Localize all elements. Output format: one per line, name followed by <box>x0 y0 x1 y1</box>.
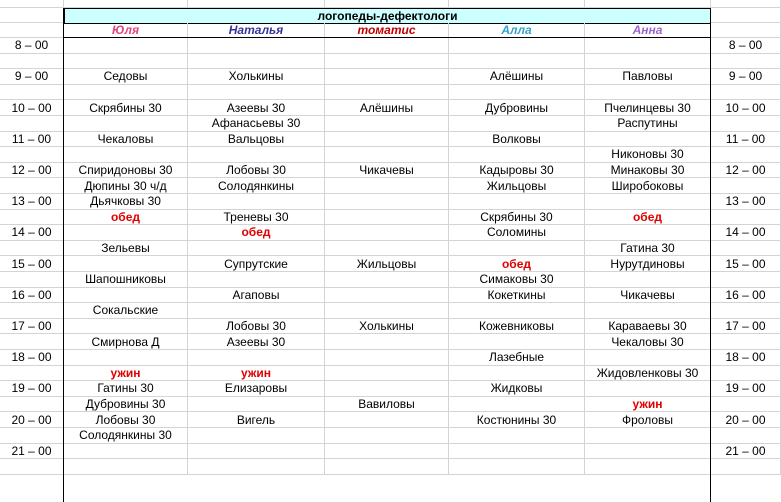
schedule-cell[interactable]: Чекаловы <box>64 132 188 148</box>
schedule-cell[interactable]: Смирнова Д <box>64 334 188 350</box>
time-cell-right[interactable] <box>711 210 781 226</box>
header-divider <box>64 37 711 38</box>
time-cell[interactable] <box>0 459 64 475</box>
schedule-cell[interactable] <box>64 444 188 460</box>
schedule-cell[interactable]: Широбоковы <box>585 178 711 194</box>
table-border <box>63 8 64 502</box>
schedule-cell[interactable]: Треневы 30 <box>188 210 325 226</box>
schedule-cell[interactable]: Кадыровы 30 <box>449 163 585 179</box>
schedule-cell[interactable] <box>325 210 449 226</box>
time-cell-right[interactable] <box>711 397 781 413</box>
cell[interactable] <box>449 0 585 8</box>
schedule-cell[interactable] <box>449 241 585 257</box>
cell[interactable] <box>0 8 64 23</box>
schedule-cell[interactable] <box>64 459 188 475</box>
schedule-cell[interactable] <box>449 397 585 413</box>
schedule-cell[interactable] <box>64 54 188 70</box>
time-cell[interactable] <box>0 366 64 382</box>
schedule-cell[interactable] <box>449 85 585 101</box>
cell[interactable] <box>0 0 64 8</box>
schedule-cell[interactable] <box>64 116 188 132</box>
schedule-cell[interactable] <box>64 38 188 54</box>
schedule-cell[interactable]: Кокеткины <box>449 288 585 304</box>
schedule-cell[interactable]: Жидовленковы 30 <box>585 366 711 382</box>
schedule-cell[interactable] <box>325 428 449 444</box>
time-cell-right[interactable] <box>711 334 781 350</box>
column-header-2[interactable]: Наталья <box>188 23 325 38</box>
schedule-cell[interactable] <box>64 319 188 335</box>
time-cell[interactable] <box>0 147 64 163</box>
schedule-cell[interactable]: Лобовы 30 <box>64 412 188 428</box>
schedule-cell[interactable] <box>64 288 188 304</box>
time-cell[interactable]: 12 – 00 <box>0 163 64 179</box>
schedule-cell[interactable] <box>449 54 585 70</box>
schedule-cell[interactable]: Гатина 30 <box>585 241 711 257</box>
schedule-cell[interactable] <box>188 428 325 444</box>
time-cell-right[interactable]: 11 – 00 <box>711 132 781 148</box>
schedule-cell[interactable]: Елизаровы <box>188 381 325 397</box>
time-cell-right[interactable]: 10 – 00 <box>711 100 781 116</box>
schedule-cell[interactable] <box>325 350 449 366</box>
schedule-cell[interactable] <box>449 444 585 460</box>
time-cell-right[interactable] <box>711 116 781 132</box>
time-cell[interactable] <box>0 303 64 319</box>
schedule-cell[interactable] <box>325 381 449 397</box>
time-cell[interactable]: 9 – 00 <box>0 69 64 85</box>
schedule-cell[interactable] <box>325 241 449 257</box>
schedule-cell[interactable]: Лобовы 30 <box>188 319 325 335</box>
time-cell-right[interactable] <box>711 241 781 257</box>
schedule-cell[interactable]: Караваевы 30 <box>585 319 711 335</box>
schedule-cell[interactable]: Павловы <box>585 69 711 85</box>
schedule-cell[interactable]: Холькины <box>188 69 325 85</box>
schedule-cell[interactable] <box>585 225 711 241</box>
time-cell[interactable]: 15 – 00 <box>0 256 64 272</box>
schedule-cell[interactable] <box>585 272 711 288</box>
schedule-cell[interactable] <box>325 147 449 163</box>
schedule-cell[interactable]: Никоновы 30 <box>585 147 711 163</box>
schedule-cell[interactable] <box>585 194 711 210</box>
schedule-cell[interactable]: Жильцовы <box>325 256 449 272</box>
schedule-cell[interactable]: Седовы <box>64 69 188 85</box>
time-cell[interactable] <box>0 178 64 194</box>
schedule-cell[interactable] <box>325 85 449 101</box>
schedule-cell[interactable] <box>449 303 585 319</box>
schedule-cell[interactable] <box>449 194 585 210</box>
time-cell-right[interactable]: 12 – 00 <box>711 163 781 179</box>
cell[interactable] <box>711 0 781 8</box>
time-cell[interactable]: 17 – 00 <box>0 319 64 335</box>
cell[interactable] <box>711 8 781 23</box>
schedule-cell[interactable]: Агаповы <box>188 288 325 304</box>
time-cell-right[interactable]: 17 – 00 <box>711 319 781 335</box>
schedule-cell[interactable] <box>325 288 449 304</box>
schedule-cell[interactable]: Солодянкины <box>188 178 325 194</box>
time-cell[interactable]: 21 – 00 <box>0 444 64 460</box>
schedule-cell[interactable]: Лазебные <box>449 350 585 366</box>
schedule-cell[interactable] <box>188 272 325 288</box>
schedule-cell[interactable] <box>325 69 449 85</box>
schedule-cell[interactable]: Чикачевы <box>585 288 711 304</box>
schedule-cell[interactable] <box>325 444 449 460</box>
schedule-cell[interactable] <box>188 303 325 319</box>
schedule-cell[interactable] <box>188 194 325 210</box>
schedule-cell[interactable]: Лобовы 30 <box>188 163 325 179</box>
schedule-cell[interactable]: Жильцовы <box>449 178 585 194</box>
schedule-cell[interactable] <box>325 116 449 132</box>
time-cell[interactable]: 20 – 00 <box>0 412 64 428</box>
schedule-cell[interactable] <box>325 272 449 288</box>
schedule-cell[interactable] <box>449 116 585 132</box>
time-cell[interactable] <box>0 428 64 444</box>
schedule-cell[interactable] <box>188 241 325 257</box>
schedule-cell[interactable]: Костюнины 30 <box>449 412 585 428</box>
schedule-cell[interactable] <box>585 38 711 54</box>
time-cell[interactable]: 19 – 00 <box>0 381 64 397</box>
schedule-cell[interactable]: Солодянкины 30 <box>64 428 188 444</box>
time-cell-right[interactable]: 19 – 00 <box>711 381 781 397</box>
schedule-cell[interactable] <box>188 350 325 366</box>
time-cell-right[interactable] <box>711 428 781 444</box>
cell[interactable] <box>64 0 188 8</box>
schedule-cell[interactable] <box>325 334 449 350</box>
schedule-cell[interactable]: Симаковы 30 <box>449 272 585 288</box>
schedule-cell[interactable] <box>325 366 449 382</box>
schedule-cell[interactable]: ужин <box>64 366 188 382</box>
schedule-cell[interactable]: Дубровины 30 <box>64 397 188 413</box>
schedule-cell[interactable] <box>64 225 188 241</box>
schedule-cell[interactable] <box>188 38 325 54</box>
cell[interactable] <box>188 0 325 8</box>
schedule-cell[interactable]: Пчелинцевы 30 <box>585 100 711 116</box>
time-cell[interactable] <box>0 334 64 350</box>
schedule-cell[interactable]: Чекаловы 30 <box>585 334 711 350</box>
schedule-cell[interactable] <box>188 85 325 101</box>
cell[interactable] <box>585 0 711 8</box>
time-cell[interactable]: 14 – 00 <box>0 225 64 241</box>
time-cell-right[interactable] <box>711 147 781 163</box>
time-cell-right[interactable]: 20 – 00 <box>711 412 781 428</box>
schedule-cell[interactable]: Азеевы 30 <box>188 334 325 350</box>
schedule-cell[interactable] <box>585 350 711 366</box>
schedule-cell[interactable] <box>449 459 585 475</box>
schedule-cell[interactable] <box>449 334 585 350</box>
schedule-cell[interactable] <box>188 397 325 413</box>
schedule-cell[interactable] <box>325 225 449 241</box>
time-cell[interactable]: 11 – 00 <box>0 132 64 148</box>
schedule-cell[interactable] <box>325 132 449 148</box>
time-cell-right[interactable]: 21 – 00 <box>711 444 781 460</box>
time-cell[interactable] <box>0 241 64 257</box>
time-cell-right[interactable] <box>711 459 781 475</box>
schedule-cell[interactable] <box>325 412 449 428</box>
schedule-cell[interactable]: Дюпины 30 ч/д <box>64 178 188 194</box>
schedule-cell[interactable] <box>585 85 711 101</box>
schedule-cell[interactable] <box>64 256 188 272</box>
schedule-cell[interactable]: Чикачевы <box>325 163 449 179</box>
schedule-cell[interactable] <box>585 459 711 475</box>
schedule-cell[interactable] <box>325 194 449 210</box>
time-cell[interactable]: 10 – 00 <box>0 100 64 116</box>
schedule-cell[interactable]: Спиридоновы 30 <box>64 163 188 179</box>
schedule-cell[interactable] <box>188 444 325 460</box>
schedule-cell[interactable]: ужин <box>188 366 325 382</box>
schedule-cell[interactable]: Дьячковы 30 <box>64 194 188 210</box>
schedule-cell[interactable] <box>585 381 711 397</box>
time-cell-right[interactable]: 18 – 00 <box>711 350 781 366</box>
schedule-cell[interactable] <box>64 350 188 366</box>
schedule-cell[interactable]: ужин <box>585 397 711 413</box>
schedule-cell[interactable] <box>188 459 325 475</box>
cell[interactable] <box>711 23 781 38</box>
schedule-cell[interactable]: Фроловы <box>585 412 711 428</box>
schedule-cell[interactable]: обед <box>188 225 325 241</box>
schedule-cell[interactable]: Холькины <box>325 319 449 335</box>
time-cell[interactable] <box>0 397 64 413</box>
schedule-cell[interactable] <box>325 459 449 475</box>
schedule-cell[interactable] <box>585 132 711 148</box>
time-cell[interactable]: 13 – 00 <box>0 194 64 210</box>
schedule-cell[interactable]: Кожевниковы <box>449 319 585 335</box>
schedule-cell[interactable] <box>325 38 449 54</box>
schedule-cell[interactable] <box>585 303 711 319</box>
time-cell-right[interactable] <box>711 178 781 194</box>
schedule-cell[interactable] <box>64 147 188 163</box>
time-cell-right[interactable]: 15 – 00 <box>711 256 781 272</box>
time-cell[interactable] <box>0 116 64 132</box>
schedule-cell[interactable]: Вигель <box>188 412 325 428</box>
schedule-cell[interactable]: Зельевы <box>64 241 188 257</box>
schedule-cell[interactable]: Гатины 30 <box>64 381 188 397</box>
time-cell-right[interactable] <box>711 303 781 319</box>
time-cell-right[interactable]: 16 – 00 <box>711 288 781 304</box>
schedule-cell[interactable] <box>64 85 188 101</box>
table-title: логопеды-дефектологи <box>64 8 711 24</box>
schedule-cell[interactable]: Минаковы 30 <box>585 163 711 179</box>
time-cell[interactable]: 18 – 00 <box>0 350 64 366</box>
schedule-cell[interactable]: Сокальские <box>64 303 188 319</box>
schedule-cell[interactable]: Волковы <box>449 132 585 148</box>
schedule-cell[interactable] <box>585 428 711 444</box>
cell[interactable] <box>325 0 449 8</box>
time-cell-right[interactable]: 8 – 00 <box>711 38 781 54</box>
schedule-cell[interactable]: Соломины <box>449 225 585 241</box>
schedule-cell[interactable]: Вальцовы <box>188 132 325 148</box>
schedule-cell[interactable]: Алёшины <box>449 69 585 85</box>
time-cell[interactable] <box>0 272 64 288</box>
time-cell-right[interactable] <box>711 366 781 382</box>
schedule-cell[interactable] <box>449 38 585 54</box>
time-cell[interactable]: 16 – 00 <box>0 288 64 304</box>
column-header-5[interactable]: Анна <box>585 23 711 38</box>
time-cell-right[interactable] <box>711 85 781 101</box>
schedule-cell[interactable] <box>325 178 449 194</box>
schedule-cell[interactable]: Азеевы 30 <box>188 100 325 116</box>
schedule-cell[interactable] <box>449 428 585 444</box>
time-cell-right[interactable]: 13 – 00 <box>711 194 781 210</box>
time-cell[interactable] <box>0 210 64 226</box>
schedule-cell[interactable] <box>449 366 585 382</box>
column-header-3[interactable]: томатис <box>325 23 449 38</box>
time-cell-right[interactable]: 9 – 00 <box>711 69 781 85</box>
column-header-4[interactable]: Алла <box>449 23 585 38</box>
schedule-cell[interactable] <box>325 303 449 319</box>
time-cell-right[interactable] <box>711 272 781 288</box>
schedule-cell[interactable]: Скрябины 30 <box>64 100 188 116</box>
time-cell[interactable] <box>0 54 64 70</box>
column-header-1[interactable]: Юля <box>64 23 188 38</box>
schedule-cell[interactable] <box>585 54 711 70</box>
schedule-cell[interactable]: Афанасьевы 30 <box>188 116 325 132</box>
time-cell-right[interactable]: 14 – 00 <box>711 225 781 241</box>
schedule-cell[interactable]: Супрутские <box>188 256 325 272</box>
schedule-cell[interactable]: обед <box>585 210 711 226</box>
schedule-cell[interactable]: Нурутдиновы <box>585 256 711 272</box>
schedule-cell[interactable]: Жидковы <box>449 381 585 397</box>
cell[interactable] <box>0 23 64 38</box>
schedule-cell[interactable]: Дубровины <box>449 100 585 116</box>
schedule-cell[interactable] <box>325 54 449 70</box>
time-cell[interactable] <box>0 85 64 101</box>
schedule-cell[interactable] <box>188 54 325 70</box>
schedule-cell[interactable]: Алёшины <box>325 100 449 116</box>
table-border <box>710 8 711 502</box>
schedule-cell[interactable]: Скрябины 30 <box>449 210 585 226</box>
schedule-cell[interactable] <box>449 147 585 163</box>
time-cell-right[interactable] <box>711 54 781 70</box>
schedule-cell[interactable]: Вавиловы <box>325 397 449 413</box>
time-cell[interactable]: 8 – 00 <box>0 38 64 54</box>
schedule-cell[interactable]: обед <box>64 210 188 226</box>
schedule-cell[interactable] <box>585 444 711 460</box>
schedule-cell[interactable] <box>188 147 325 163</box>
schedule-cell[interactable]: обед <box>449 256 585 272</box>
schedule-cell[interactable]: Шапошниковы <box>64 272 188 288</box>
schedule-cell[interactable]: Распутины <box>585 116 711 132</box>
